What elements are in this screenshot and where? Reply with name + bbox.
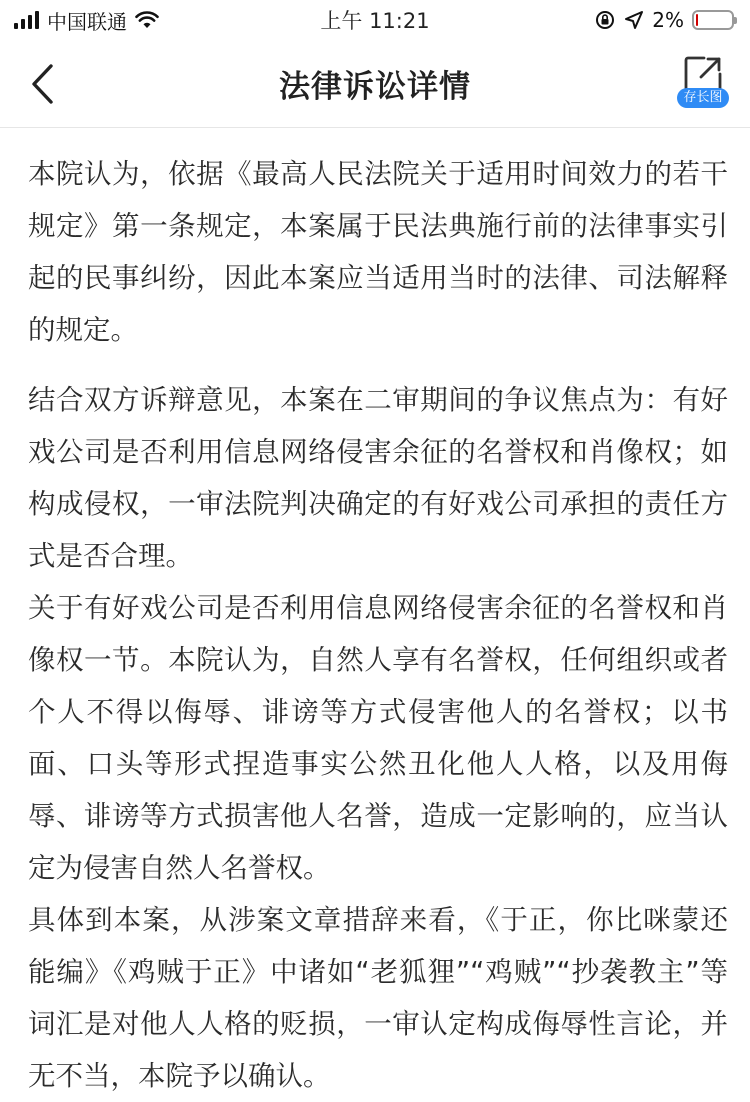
save-long-image-button[interactable] xyxy=(674,54,732,112)
paragraph-reputation-rights: 关于有好戏公司是否利用信息网络侵害余征的名誉权和肖像权一节。本院认为，自然人享有名誉权，任何组织或者个人不得以侮辱、诽谤等方式侵害他人的名誉权；以书面、口头等形式捏造事实公然丑化他人人格，以及用侮辱、诽谤等方式损害他人名誉，造成一定影响的，应当认定为侵害自然人名誉权。 xyxy=(28,592,728,884)
case-detail-content xyxy=(28,148,728,1102)
save-long-image-label: 存长图 xyxy=(677,88,728,108)
paragraph-court-opinion: 本院认为，依据《最高人民法院关于适用时间效力的若干规定》第一条规定，本案属于民法典施行前的法律事实引起的民事纠纷，因此本案应当适用当时的法律、司法解释的规定。 xyxy=(28,158,728,346)
status-left xyxy=(14,6,159,35)
chevron-left-icon xyxy=(29,63,55,105)
back-button[interactable] xyxy=(22,60,62,108)
wifi-icon xyxy=(135,11,159,29)
status-right xyxy=(594,8,734,32)
status-time: 上午 11:21 xyxy=(320,9,430,33)
paragraph-case-analysis: 具体到本案，从涉案文章措辞来看，《于正，你比咪蒙还能编》《鸡贼于正》中诸如“老狐狸”“鸡贼”“抄袭教主”等词汇是对他人人格的贬损，一审认定构成侮辱性言论，并无不当，本院予以确认。 xyxy=(28,904,728,1092)
battery-icon xyxy=(692,10,734,30)
page-title: 法律诉讼详情 xyxy=(279,69,471,105)
rotation-lock-icon xyxy=(594,9,616,31)
paragraph-dispute-focus: 结合双方诉辩意见，本案在二审期间的争议焦点为：有好戏公司是否利用信息网络侵害余征的名誉权和肖像权；如构成侵权，一审法院判决确定的有好戏公司承担的责任方式是否合理。 xyxy=(28,384,728,572)
status-bar xyxy=(0,0,750,40)
cellular-signal-icon xyxy=(14,11,39,29)
battery-percent: 2% xyxy=(652,8,684,32)
location-arrow-icon xyxy=(624,10,644,30)
carrier-name: 中国联通 xyxy=(47,9,127,34)
navigation-bar xyxy=(0,40,750,128)
